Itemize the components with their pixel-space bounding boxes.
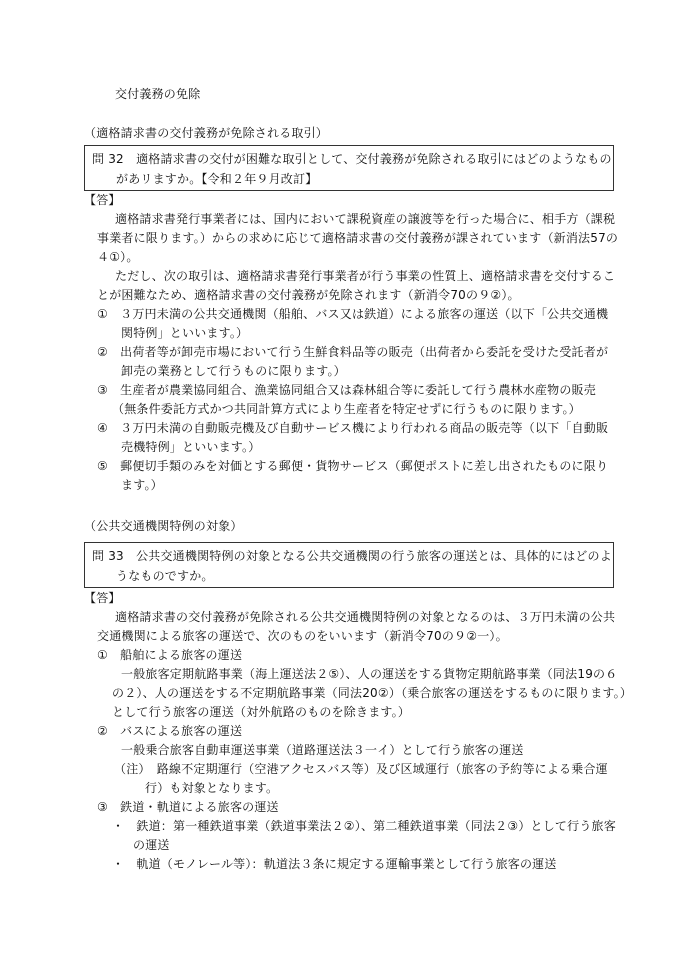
bus-note: （注） 路線不定期運行（空港アクセスバス等）及び区域運行（旅客の予約等による乗合運 xyxy=(114,762,608,776)
rail-bullet-railway-cont: の運送 xyxy=(133,838,170,852)
list-item-4-cont: 売機特例」といいます。） xyxy=(121,440,261,454)
answer-32-line: 適格請求書発行事業者には、国内において課税資産の譲渡等を行った場合に、相手方（課税 xyxy=(115,212,616,226)
ship-detail: 一般旅客定期航路事業（海上運送法２⑤）、人の運送をする貨物定期航路事業（同法19の６ xyxy=(121,667,618,681)
list-item-5: ⑤ 郵便切手類のみを対価とする郵便・貨物サービス（郵便ポストに差し出されたものに限り xyxy=(97,459,609,473)
list-item-1: ① ３万円未満の公共交通機関（船舶、バス又は鉄道）による旅客の運送（以下「公共交通機 xyxy=(97,307,609,321)
list-item-ship: ① 船舶による旅客の運送 xyxy=(97,648,243,662)
question-32-line-1: 問 32 適格請求書の交付が困難な取引として、交付義務が免除される取引にはどのようなもの xyxy=(92,152,612,166)
list-item-1-cont: 関特例」といいます。） xyxy=(121,326,249,340)
list-item-bus: ② バスによる旅客の運送 xyxy=(97,724,243,738)
answer-label-32: 【答】 xyxy=(84,193,121,207)
question-32-line-2: があリますか。【令和２年９月改訂】 xyxy=(116,172,318,186)
ship-detail: として行う旅客の運送（対外航路のものを除きます。） xyxy=(112,705,411,719)
rail-bullet-railway: ・ 鉄道：第一種鉄道事業（鉄道事業法２②）、第二種鉄道事業（同法２③）として行う旅客 xyxy=(112,819,616,833)
list-item-4: ④ ３万円未満の自動販売機及び自動サービス機により行われる商品の販売等（以下「自動販 xyxy=(97,421,609,435)
answer-32-line: とが困難なため、適格請求書の交付義務が免除されます（新消令70の９②）。 xyxy=(97,288,520,302)
answer-32-line: ただし、次の取引は、適格請求書発行事業者が行う事業の性質上、適格請求書を交付するこ xyxy=(115,269,616,283)
heading-public-transport: （公共交通機関特例の対象） xyxy=(84,519,243,533)
answer-32-line: 事業者に限ります。）からの求めに応じて適格請求書の交付義務が課されています（新消法57の xyxy=(97,231,619,245)
list-item-3: ③ 生産者が農業協同組合、漁業協同組合又は森林組合等に委託して行う農林水産物の販売 xyxy=(97,383,596,397)
bus-note-cont: 行）も対象となります。 xyxy=(145,781,279,795)
list-item-rail: ③ 鉄道・軌道による旅客の運送 xyxy=(97,800,279,814)
question-33-line-2: うなものですか。 xyxy=(116,569,214,583)
question-33-line-1: 問 33 公共交通機関特例の対象となる公共交通機関の行う旅客の運送とは、具体的にはどのよ xyxy=(92,549,612,563)
list-item-3-cont: （無条件委託方式かつ共同計算方式により生産者を特定せずに行うものに限ります。） xyxy=(112,402,581,416)
list-item-5-cont: ます。） xyxy=(121,478,163,492)
list-item-2-cont: 卸売の業務として行うものに限ります。） xyxy=(121,364,346,378)
ship-detail: の２）、人の運送をする不定期航路事業（同法20②）（乗合旅客の運送をするものに限ります。） xyxy=(112,686,633,700)
bus-detail: 一般乗合旅客自動車運送事業（道路運送法３一イ）として行う旅客の運送 xyxy=(121,743,524,757)
answer-32-line: ４①）。 xyxy=(97,250,139,264)
section-title: 交付義務の免除 xyxy=(115,87,201,101)
answer-33-line: 適格請求書の交付義務が免除される公共交通機関特例の対象となるのは、３万円未満の公共 xyxy=(115,610,616,624)
heading-invoice-exemption: （適格請求書の交付義務が免除される取引） xyxy=(84,126,329,140)
list-item-2: ② 出荷者等が卸売市場において行う生鮮食料品等の販売（出荷者から委託を受けた受託者が xyxy=(97,345,609,359)
rail-bullet-tramway: ・ 軌道（モノレール等）：軌道法３条に規定する運輸事業として行う旅客の運送 xyxy=(112,857,557,871)
answer-label-33: 【答】 xyxy=(84,591,121,605)
answer-33-line: 交通機関による旅客の運送で、次のものをいいます（新消令70の９②一）。 xyxy=(97,629,508,643)
